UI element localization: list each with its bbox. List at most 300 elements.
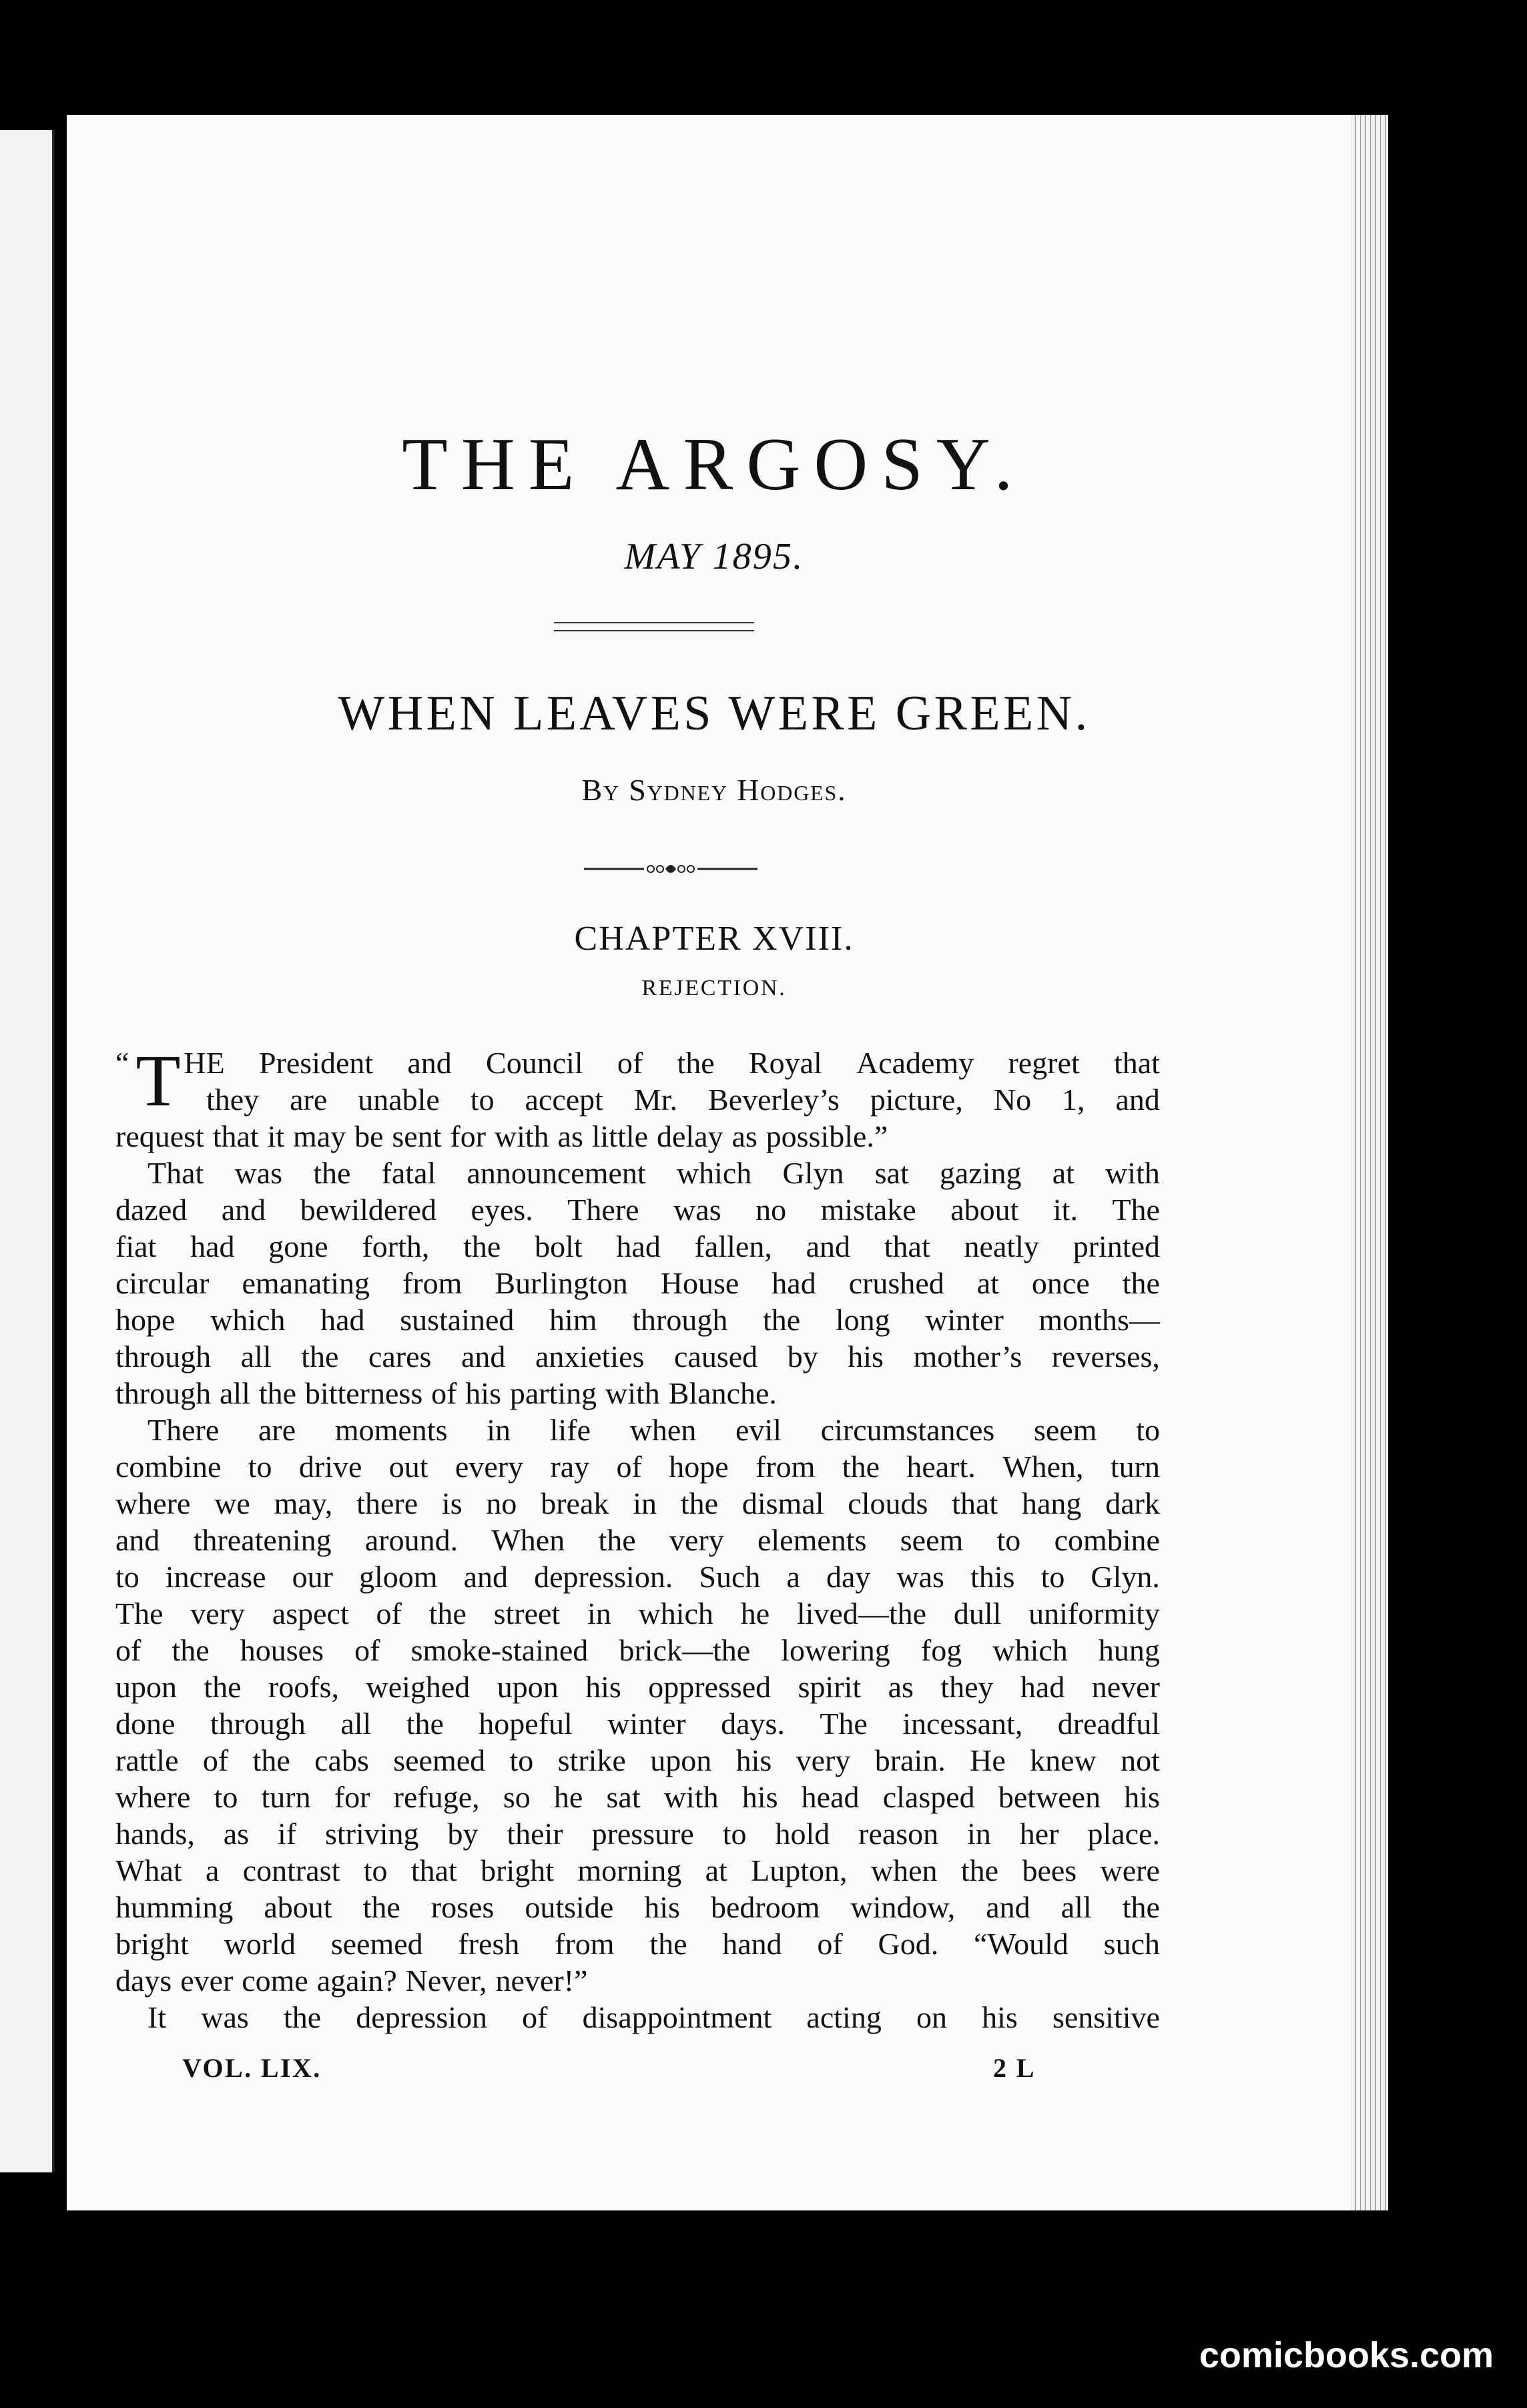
word: to xyxy=(509,1743,534,1777)
word: morning xyxy=(577,1853,682,1887)
word: again? xyxy=(316,1964,397,1998)
word: his xyxy=(741,1780,778,1814)
text-line xyxy=(115,1522,1160,1558)
word: as xyxy=(557,1119,583,1153)
word: head xyxy=(801,1780,860,1814)
text-line xyxy=(115,1301,1160,1338)
word: The xyxy=(820,1707,868,1741)
word: the xyxy=(406,1707,444,1741)
word: of xyxy=(616,1450,642,1484)
facing-page-edge xyxy=(0,130,55,2172)
word: mother’s xyxy=(913,1339,1022,1374)
word: to xyxy=(115,1560,139,1594)
word: What xyxy=(115,1853,182,1887)
word: all xyxy=(219,1376,250,1410)
word: which xyxy=(992,1633,1068,1667)
word: world xyxy=(224,1927,296,1961)
word: never!” xyxy=(495,1964,588,1998)
word: brick—the xyxy=(619,1633,751,1667)
word: delay xyxy=(656,1119,723,1153)
text-line xyxy=(115,1265,1160,1301)
word: Blanche. xyxy=(668,1376,777,1410)
word: bees xyxy=(1022,1853,1077,1887)
word: seemed xyxy=(330,1927,423,1961)
word: of xyxy=(817,1927,843,1961)
word: drive xyxy=(298,1450,362,1484)
word: disappointment xyxy=(582,2000,772,2034)
word: of xyxy=(376,1596,402,1630)
text-line xyxy=(115,1485,1160,1522)
word: bedroom xyxy=(710,1890,820,1924)
word: in xyxy=(967,1817,991,1851)
word: combine xyxy=(115,1450,222,1484)
word: in xyxy=(587,1596,611,1630)
word: all xyxy=(240,1339,272,1374)
word: of xyxy=(115,1633,141,1667)
word: Mr. xyxy=(633,1083,678,1117)
word: street xyxy=(493,1596,561,1630)
word: and xyxy=(221,1193,266,1227)
text-line xyxy=(115,1889,1160,1925)
word: acting xyxy=(806,2000,882,2034)
word: forth, xyxy=(362,1229,430,1263)
word: very xyxy=(190,1596,246,1630)
word: to xyxy=(363,1853,388,1887)
word: picture, xyxy=(870,1083,963,1117)
word: days xyxy=(115,1964,172,1998)
word: his xyxy=(465,1376,501,1410)
word: on xyxy=(916,2000,947,2034)
word: fresh xyxy=(458,1927,520,1961)
word: pressure xyxy=(591,1817,694,1851)
word: to xyxy=(996,1523,1021,1557)
word: had xyxy=(772,1266,816,1300)
word: may, xyxy=(274,1486,333,1520)
word: reason xyxy=(858,1817,939,1851)
word: no xyxy=(755,1193,787,1227)
word: were xyxy=(1100,1853,1160,1887)
word: he xyxy=(553,1780,583,1814)
word: to xyxy=(248,1450,272,1484)
word: He xyxy=(970,1743,1006,1777)
word: by xyxy=(447,1817,479,1851)
text-line xyxy=(115,1595,1160,1632)
word: such xyxy=(1103,1927,1160,1961)
word: for xyxy=(334,1780,370,1814)
word: hand xyxy=(722,1927,782,1961)
opening-paragraph xyxy=(115,1040,1160,2036)
word: was xyxy=(896,1560,944,1594)
word: once xyxy=(1031,1266,1090,1300)
word: dull xyxy=(953,1596,1002,1630)
word: moments xyxy=(334,1413,448,1447)
word: striving xyxy=(324,1817,419,1851)
word: hope xyxy=(669,1450,729,1484)
word: seem xyxy=(900,1523,964,1557)
word: eyes. xyxy=(471,1193,533,1227)
word: at xyxy=(705,1853,727,1887)
word: in xyxy=(633,1486,657,1520)
word: it xyxy=(267,1119,285,1153)
word: as xyxy=(888,1670,914,1704)
word: brain. xyxy=(874,1743,946,1777)
word: which xyxy=(210,1303,286,1337)
word: fog xyxy=(920,1633,962,1667)
word: clouds xyxy=(848,1486,928,1520)
word: and xyxy=(806,1229,851,1263)
word: through xyxy=(115,1376,212,1410)
word: unable xyxy=(358,1083,440,1117)
word: sat xyxy=(874,1156,909,1190)
magazine-title: THE ARGOSY. xyxy=(402,423,1026,506)
word: cares xyxy=(368,1339,432,1374)
word: strike xyxy=(557,1743,626,1777)
word: neatly xyxy=(964,1229,1039,1263)
word: crushed xyxy=(848,1266,944,1300)
word: hands, xyxy=(115,1817,195,1851)
word: to xyxy=(470,1083,495,1117)
word: fatal xyxy=(381,1156,436,1190)
word: gloom xyxy=(358,1560,438,1594)
word: bright xyxy=(481,1853,555,1887)
word: which xyxy=(676,1156,752,1190)
word: his xyxy=(848,1339,884,1374)
word: Royal xyxy=(748,1046,822,1080)
word: Academy xyxy=(856,1046,974,1080)
word: The xyxy=(115,1596,164,1630)
word: reverses, xyxy=(1051,1339,1160,1374)
word: sat xyxy=(606,1780,641,1814)
word: the xyxy=(362,1890,400,1924)
word: are xyxy=(290,1083,328,1117)
word: clasped xyxy=(882,1780,975,1814)
word: bolt xyxy=(535,1229,583,1263)
word: his xyxy=(982,2000,1018,2034)
word: this xyxy=(970,1560,1015,1594)
word: at xyxy=(1052,1156,1075,1190)
word: evil xyxy=(735,1413,782,1447)
opening-quote: “ xyxy=(115,1046,129,1080)
word: upon xyxy=(650,1743,712,1777)
word: hold xyxy=(775,1817,830,1851)
word: to xyxy=(722,1817,747,1851)
word: be xyxy=(354,1119,384,1153)
word: the xyxy=(842,1450,880,1484)
word: the xyxy=(313,1156,351,1190)
text-line xyxy=(115,1815,1160,1852)
word: and xyxy=(115,1523,160,1557)
word: they xyxy=(206,1083,260,1117)
word: gone xyxy=(268,1229,328,1263)
word: if xyxy=(277,1817,297,1851)
word: of xyxy=(617,1046,643,1080)
word: hung xyxy=(1098,1633,1160,1667)
word: Glyn. xyxy=(1091,1560,1160,1594)
text-line xyxy=(115,1412,1160,1448)
text-line xyxy=(115,1705,1160,1742)
word: depression xyxy=(356,2000,488,2034)
word: and xyxy=(461,1339,506,1374)
text-line xyxy=(115,1118,1160,1155)
word: the xyxy=(762,1303,801,1337)
word: there xyxy=(356,1486,418,1520)
text-line xyxy=(115,1742,1160,1779)
word: to xyxy=(1136,1413,1160,1447)
word: he xyxy=(740,1596,770,1630)
word: his xyxy=(735,1743,772,1777)
word: winter xyxy=(925,1303,1004,1337)
word: of xyxy=(202,1743,229,1777)
word: dreadful xyxy=(1057,1707,1160,1741)
first-line-text xyxy=(184,1044,1160,1081)
word: had xyxy=(616,1229,661,1263)
text-line xyxy=(115,1081,1160,1118)
text-line xyxy=(115,1338,1160,1375)
word: turn xyxy=(261,1780,311,1814)
word: Beverley’s xyxy=(708,1083,840,1117)
word: the xyxy=(252,1743,290,1777)
word: life xyxy=(549,1413,591,1447)
word: roofs, xyxy=(268,1670,340,1704)
word: sensitive xyxy=(1052,2000,1160,2034)
word: HE xyxy=(184,1046,225,1080)
word: had xyxy=(190,1229,235,1263)
word: are xyxy=(258,1413,296,1447)
text-line xyxy=(115,1962,1160,1999)
word: accept xyxy=(525,1083,603,1117)
word: lived—the xyxy=(796,1596,927,1630)
word: “Would xyxy=(973,1927,1068,1961)
word: through xyxy=(115,1339,212,1374)
word: very xyxy=(669,1523,724,1557)
text-line xyxy=(115,1669,1160,1705)
word: in xyxy=(487,1413,511,1447)
word: cabs xyxy=(314,1743,369,1777)
story-title: WHEN LEAVES WERE GREEN. xyxy=(338,686,1091,741)
word: That xyxy=(147,1156,204,1190)
word: It xyxy=(147,2000,167,2034)
word: parting xyxy=(509,1376,597,1410)
word: that xyxy=(1113,1046,1160,1080)
word: incessant, xyxy=(902,1707,1023,1741)
word: God. xyxy=(878,1927,939,1961)
word: smoke-stained xyxy=(410,1633,589,1667)
word: When xyxy=(491,1523,565,1557)
text-line xyxy=(115,1448,1160,1485)
word: we xyxy=(214,1486,250,1520)
word: their xyxy=(507,1817,563,1851)
word: all xyxy=(340,1707,372,1741)
word: through xyxy=(632,1303,728,1337)
word: about xyxy=(950,1193,1019,1227)
word: Never, xyxy=(405,1964,487,1998)
word: and xyxy=(407,1046,452,1080)
word: roses xyxy=(430,1890,495,1924)
word: as xyxy=(223,1817,250,1851)
word: depression. xyxy=(534,1560,673,1594)
word: the xyxy=(463,1229,501,1263)
word: winter xyxy=(607,1707,686,1741)
word: the xyxy=(1122,1890,1160,1924)
word: bright xyxy=(115,1927,189,1961)
word: hope xyxy=(115,1303,176,1337)
word: him xyxy=(549,1303,597,1337)
word: No xyxy=(993,1083,1032,1117)
chapter-heading: CHAPTER XVIII. xyxy=(574,920,854,958)
word: our xyxy=(292,1560,333,1594)
word: the xyxy=(960,1853,999,1887)
word: break xyxy=(541,1486,609,1520)
word: his xyxy=(644,1890,680,1924)
word: from xyxy=(555,1927,615,1961)
word: had xyxy=(1020,1670,1065,1704)
text-line xyxy=(115,1228,1160,1265)
word: very xyxy=(796,1743,851,1777)
word: a xyxy=(786,1560,800,1594)
word: ray xyxy=(550,1450,590,1484)
word: oppressed xyxy=(648,1670,772,1704)
word: out xyxy=(388,1450,428,1484)
word: they xyxy=(940,1670,994,1704)
word: gazing xyxy=(939,1156,1022,1190)
word: come xyxy=(242,1964,308,1998)
word: to xyxy=(214,1780,238,1814)
body-text xyxy=(115,1118,1160,2036)
word: dark xyxy=(1105,1486,1160,1520)
word: printed xyxy=(1073,1229,1160,1263)
word: anxieties xyxy=(535,1339,645,1374)
word: dazed xyxy=(115,1193,188,1227)
word: was xyxy=(201,2000,249,2034)
word: and xyxy=(1115,1083,1160,1117)
word: upon xyxy=(497,1670,559,1704)
word: when xyxy=(870,1853,938,1887)
word: contrast xyxy=(242,1853,340,1887)
word: long xyxy=(835,1303,890,1337)
word: no xyxy=(486,1486,517,1520)
word: refuge, xyxy=(393,1780,480,1814)
word: caused xyxy=(673,1339,758,1374)
word: Burlington xyxy=(495,1266,628,1300)
page-stack-edge xyxy=(1351,115,1388,2210)
word: place. xyxy=(1087,1817,1160,1851)
word: was xyxy=(673,1193,721,1227)
printer-signature: 2 L xyxy=(993,2053,1036,2083)
word: When, xyxy=(1002,1450,1084,1484)
word: for xyxy=(450,1119,487,1153)
text-line xyxy=(115,1558,1160,1595)
word: uniformity xyxy=(1028,1596,1160,1630)
word: the xyxy=(677,1046,715,1080)
word: the xyxy=(204,1670,242,1704)
word: it. xyxy=(1052,1193,1078,1227)
word: Such xyxy=(699,1560,761,1594)
word: from xyxy=(755,1450,816,1484)
word: and xyxy=(986,1890,1030,1924)
word: was xyxy=(234,1156,283,1190)
word: Lupton, xyxy=(751,1853,848,1887)
word: that xyxy=(884,1229,930,1263)
text-line xyxy=(115,1779,1160,1815)
word: seem xyxy=(1033,1413,1097,1447)
word: to xyxy=(1040,1560,1065,1594)
drop-cap: T xyxy=(135,1040,181,1121)
word: increase xyxy=(165,1560,266,1594)
text-line xyxy=(115,1632,1160,1669)
word: so xyxy=(503,1780,531,1814)
word: mistake xyxy=(820,1193,916,1227)
chapter-subtitle: REJECTION. xyxy=(641,976,787,1000)
text-line xyxy=(115,1852,1160,1889)
word: a xyxy=(205,1853,220,1887)
word: circular xyxy=(115,1266,210,1300)
text-line xyxy=(115,1155,1160,1191)
word: lowering xyxy=(781,1633,890,1667)
word: done xyxy=(115,1707,176,1741)
word: that xyxy=(952,1486,998,1520)
word: President xyxy=(258,1046,374,1080)
word: all xyxy=(1060,1890,1092,1924)
word: ever xyxy=(180,1964,234,1998)
word: the xyxy=(172,1633,210,1667)
ornament-divider xyxy=(584,856,757,882)
word: not xyxy=(1121,1743,1160,1777)
word: where xyxy=(115,1486,191,1520)
word: threatening xyxy=(193,1523,332,1557)
word: every xyxy=(454,1450,524,1484)
word: and xyxy=(463,1560,509,1594)
word: upon xyxy=(115,1670,177,1704)
site-watermark: comicbooks.com xyxy=(1199,2335,1494,2375)
word: day xyxy=(826,1560,871,1594)
word: the xyxy=(680,1486,718,1520)
word: circumstances xyxy=(820,1413,995,1447)
word: elements xyxy=(757,1523,867,1557)
text-line xyxy=(115,1925,1160,1962)
word: sent xyxy=(392,1119,442,1153)
word: as xyxy=(731,1119,757,1153)
word: between xyxy=(998,1780,1101,1814)
word: his xyxy=(1124,1780,1160,1814)
word: the xyxy=(428,1596,467,1630)
word: the xyxy=(598,1523,636,1557)
word: regret xyxy=(1008,1046,1080,1080)
word: with xyxy=(1105,1156,1160,1190)
word: knew xyxy=(1030,1743,1097,1777)
word: little xyxy=(591,1119,649,1153)
word: Glyn xyxy=(782,1156,844,1190)
word: There xyxy=(147,1413,220,1447)
word: never xyxy=(1091,1670,1160,1704)
byline: By Sydney Hodges. xyxy=(581,773,847,807)
word: of xyxy=(354,1633,380,1667)
word: around. xyxy=(364,1523,459,1557)
word: House xyxy=(660,1266,739,1300)
word: the xyxy=(649,1927,687,1961)
word: hopeful xyxy=(479,1707,573,1741)
word: sustained xyxy=(400,1303,515,1337)
word: from xyxy=(402,1266,463,1300)
word: when xyxy=(629,1413,697,1447)
word: bewildered xyxy=(300,1193,437,1227)
word: rattle xyxy=(115,1743,179,1777)
word: his xyxy=(585,1670,621,1704)
word: by xyxy=(787,1339,818,1374)
text-line xyxy=(115,1999,1160,2036)
word: window, xyxy=(850,1890,956,1924)
word: aspect xyxy=(272,1596,349,1630)
word: dismal xyxy=(741,1486,824,1520)
